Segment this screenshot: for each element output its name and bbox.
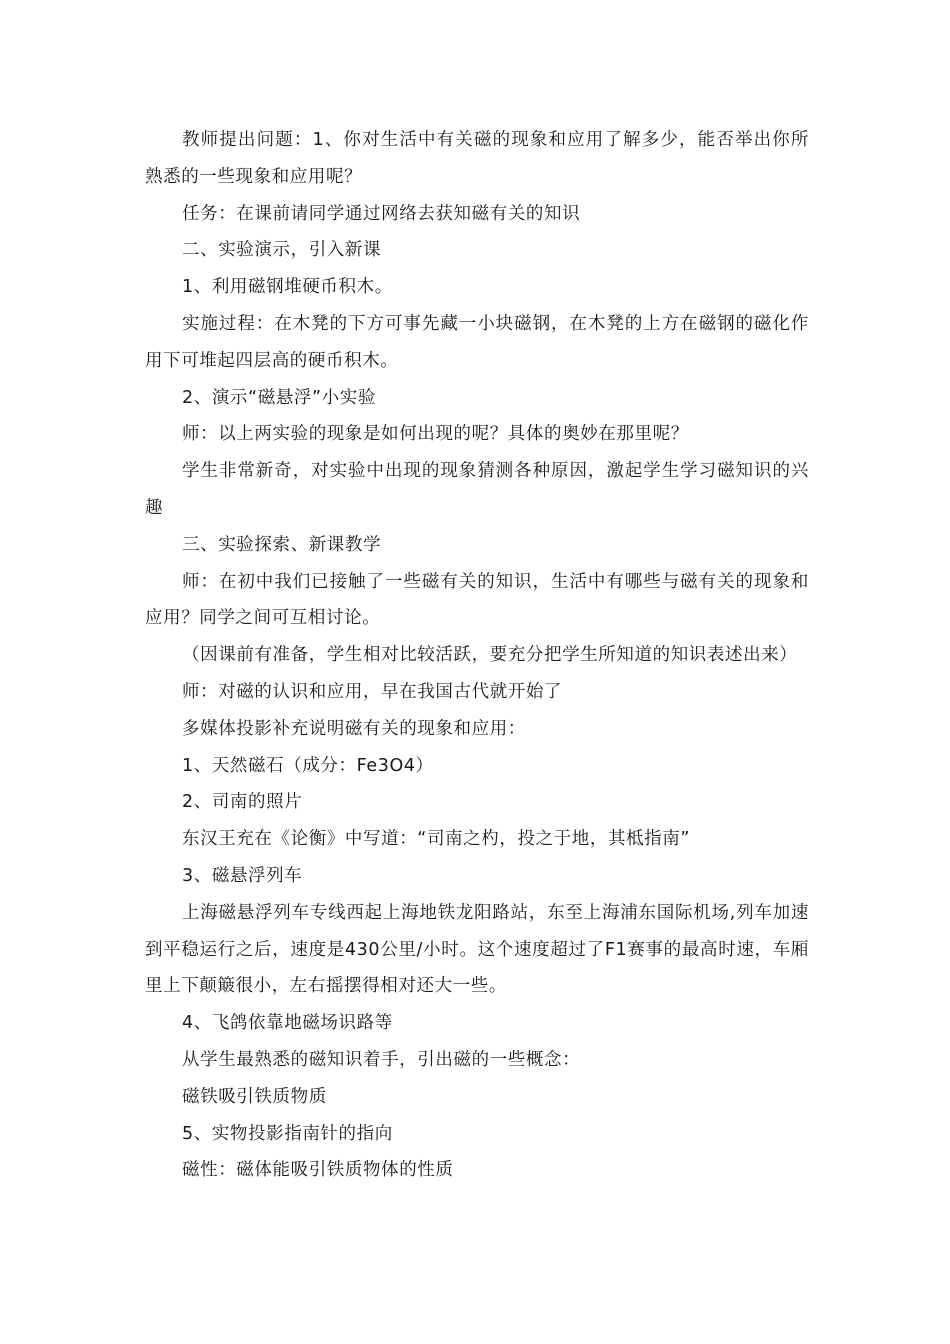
section-heading-experiment-demo: 二、实验演示，引入新课	[182, 240, 382, 261]
paragraph-teacher-question: 教师提出问题：1、你对生活中有关磁的现象和应用了解多少，能否举出你所熟悉的一些现象和应用呢？	[145, 130, 809, 187]
paragraph-magnet-attracts-iron: 磁铁吸引铁质物质	[182, 1086, 327, 1107]
paragraph-item-compass: 5、实物投影指南针的指向	[182, 1123, 393, 1144]
paragraph-teacher-history: 师：对磁的认识和应用，早在我国古代就开始了	[182, 681, 563, 702]
paragraph-item-maglev-train: 3、磁悬浮列车	[182, 865, 303, 886]
paragraph-item-sinan-photo: 2、司南的照片	[182, 792, 303, 813]
paragraph-maglev-description: 上海磁悬浮列车专线西起上海地铁龙阳路站，东至上海浦东国际机场,列车加速到平稳运行之后，速度是430公里/小时。这个速度超过了F1赛事的最高时速，车厢里上下颠簸很小，左右摇摆得相对还大一些。	[145, 902, 809, 997]
paragraph-concepts-intro: 从学生最熟悉的磁知识着手，引出磁的一些概念：	[182, 1049, 581, 1070]
paragraph-task: 任务：在课前请同学通过网络去获知磁有关的知识	[182, 203, 581, 224]
paragraph-student-interest: 学生非常新奇，对实验中出现的现象猜测各种原因，激起学生学习磁知识的兴趣	[145, 461, 809, 518]
paragraph-multimedia-intro: 多媒体投影补充说明磁有关的现象和应用：	[182, 718, 526, 739]
paragraph-item-levitation-demo: 2、演示“磁悬浮”小实验	[182, 387, 376, 408]
paragraph-magnetism-definition: 磁性：磁体能吸引铁质物体的性质	[182, 1160, 454, 1181]
paragraph-item-coin-blocks: 1、利用磁钢堆硬币积木。	[182, 277, 393, 298]
paragraph-teacher-discussion: 师：在初中我们已接触了一些磁有关的知识，生活中有哪些与磁有关的现象和应用？同学之间可互相讨论。	[145, 571, 809, 629]
paragraph-note-preparation: （因课前有准备，学生相对比较活跃，要充分把学生所知道的知识表述出来）	[182, 645, 798, 666]
section-heading-exploration: 三、实验探索、新课教学	[182, 534, 382, 555]
paragraph-teacher-ask: 师：以上两实验的现象是如何出现的呢？具体的奥妙在那里呢？	[182, 424, 689, 445]
paragraph-procedure: 实施过程：在木凳的下方可事先藏一小块磁钢，在木凳的上方在磁钢的磁化作用下可堆起四层高的硬币积木。	[145, 313, 809, 371]
paragraph-item-pigeon-navigation: 4、飞鸽依靠地磁场识路等	[182, 1013, 393, 1034]
paragraph-lunheng-quote: 东汉王充在《论衡》中写道：“司南之杓，投之于地，其柢指南”	[182, 829, 691, 850]
paragraph-item-lodestone: 1、天然磁石（成分：Fe3O4）	[182, 755, 434, 776]
document-body	[145, 122, 809, 1189]
